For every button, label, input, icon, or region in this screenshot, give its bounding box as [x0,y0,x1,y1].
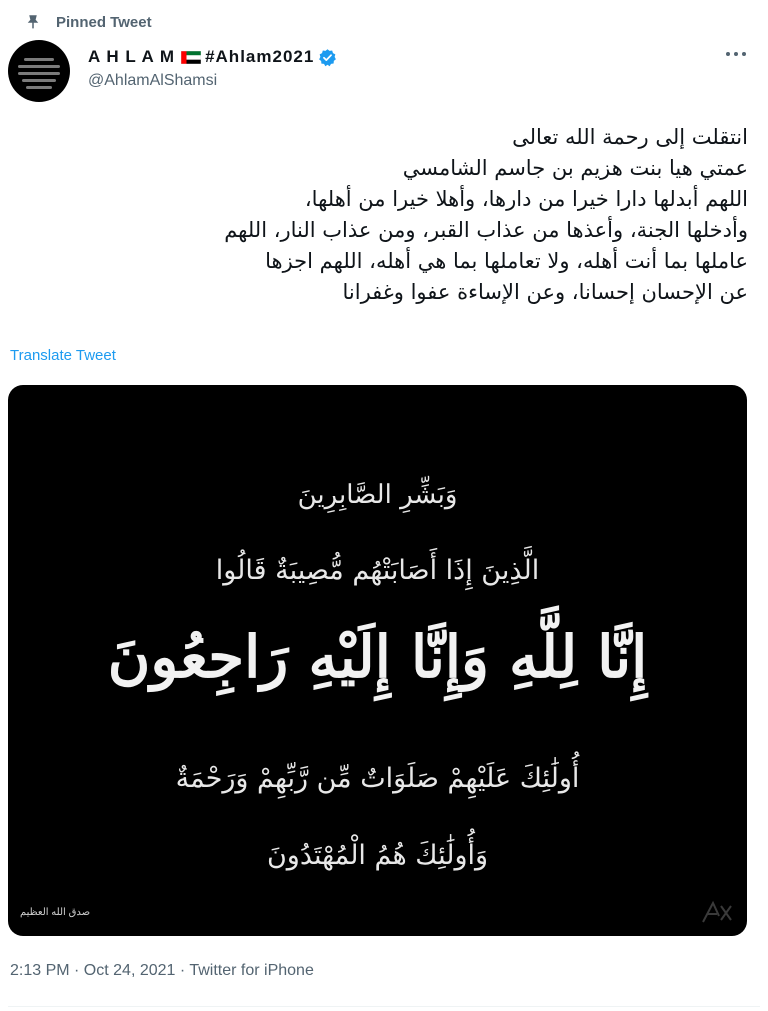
verified-badge-icon [318,48,337,67]
watermark-logo-icon [699,900,733,924]
author-name-row[interactable] [88,44,337,70]
calligraphy-line: وَبَشِّرِ الصَّابِرِينَ [297,480,458,510]
tweet-text [10,122,748,308]
tweet-line: عمتي هيا بنت هزيم بن جاسم الشامسي [402,156,748,180]
uae-flag-icon [181,51,201,64]
tweet-timestamp[interactable]: 2:13 PM · Oct 24, 2021 · Twitter for iPhone [10,962,314,979]
calligraphy-main-line: إِنَّا لِلَّهِ وَإِنَّا إِلَيْهِ رَاجِعُونَ [107,623,648,691]
image-signature: صدق الله العظيم [20,907,91,918]
pin-icon [24,13,42,31]
calligraphy-line: وَأُولَٰئِكَ هُمُ الْمُهْتَدُونَ [266,840,489,871]
translate-tweet-link[interactable]: Translate Tweet [10,347,116,364]
more-options-icon[interactable] [726,52,746,58]
pinned-tweet-header [14,10,152,34]
calligraphy-line: أُولَٰئِكَ عَلَيْهِمْ صَلَوَاتٌ مِّن رَّبِّهِمْ وَرَحْمَةٌ [175,763,580,794]
author-hashtag[interactable]: #Ahlam2021 [205,47,315,66]
avatar[interactable] [8,40,70,102]
author-display-name[interactable]: A H L A M [88,47,176,66]
tweet-line: عاملها بما أنت أهله، ولا تعاملها بما هي أهله، اللهم اجزها [265,249,748,273]
tweet-line: اللهم أبدلها دارا خيرا من دارها، وأهلا خيرا من أهلها، [304,187,748,211]
tweet-line: عن الإحسان إحسانا، وعن الإساءة عفوا وغفرانا [342,280,748,304]
avatar-image [18,54,60,93]
pinned-tweet-label: Pinned Tweet [56,13,152,31]
author-handle[interactable]: @AhlamAlShamsi [88,72,218,89]
tweet-image[interactable] [8,385,747,936]
divider [8,1006,760,1007]
calligraphy-line: الَّذِينَ إِذَا أَصَابَتْهُم مُّصِيبَةٌ قَالُوا [215,555,540,586]
tweet-line: انتقلت إلى رحمة الله تعالى [512,125,748,149]
tweet-line: وأدخلها الجنة، وأعذها من عذاب القبر، ومن عذاب النار، اللهم [224,218,748,242]
